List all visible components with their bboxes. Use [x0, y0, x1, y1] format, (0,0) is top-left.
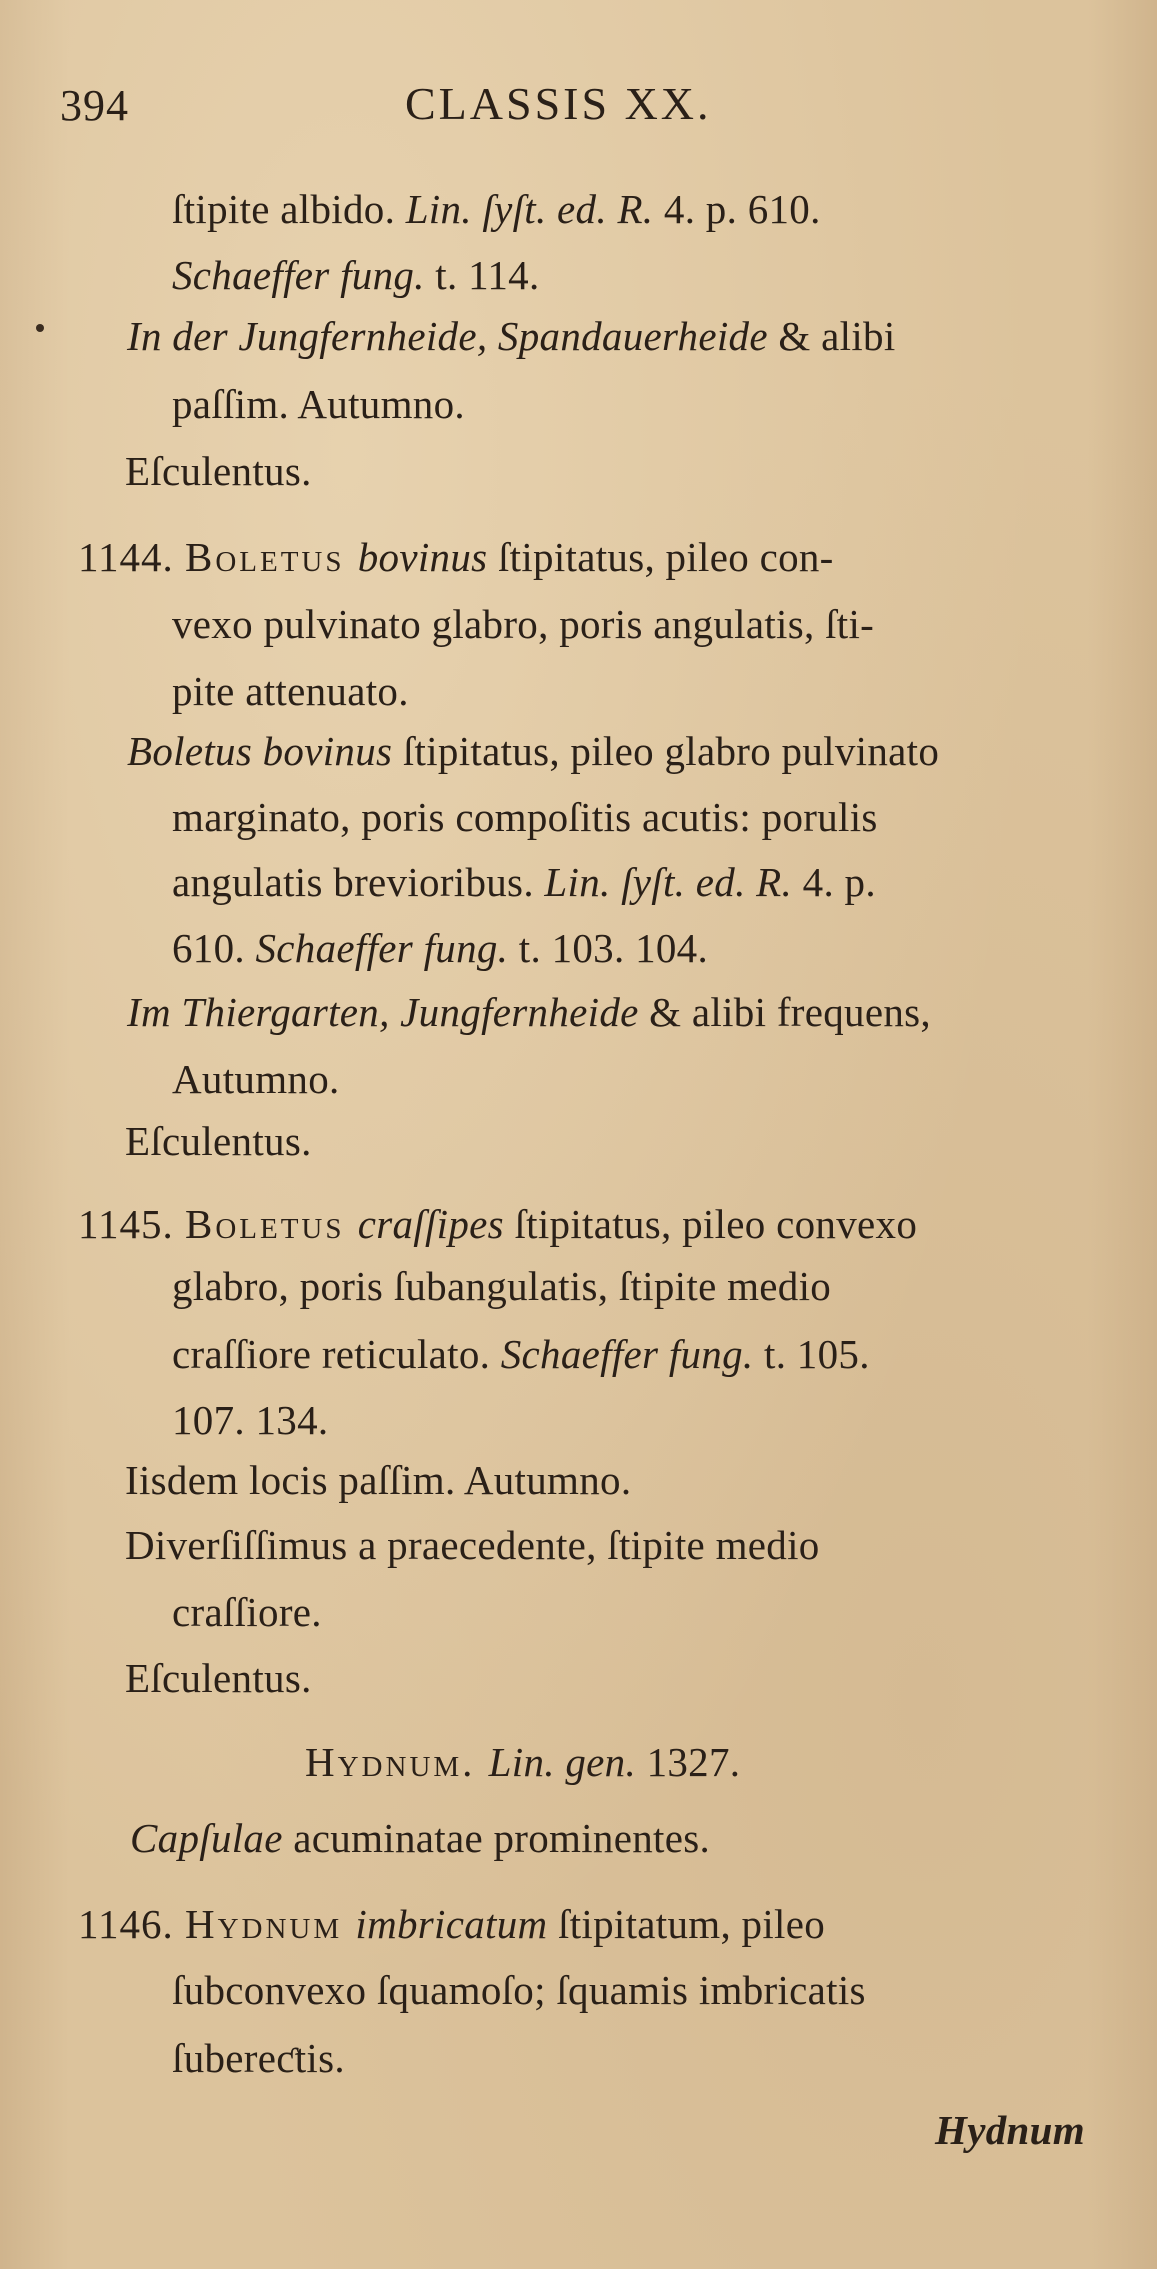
line-1143-stipe — [172, 185, 821, 233]
text-segment: Schaeffer fung. — [500, 1331, 754, 1377]
text-segment: 107. 134. — [172, 1397, 329, 1443]
text-segment: t. 114. — [424, 252, 540, 298]
text-segment: craſſipes — [357, 1201, 504, 1247]
line-1145-note-1 — [125, 1521, 820, 1569]
line-1143-season — [172, 380, 465, 428]
text-segment: Boletus — [184, 534, 358, 580]
text-segment: Eſculentus. — [125, 448, 312, 494]
line-1145-note-2 — [172, 1588, 322, 1636]
text-segment: 1145. — [78, 1201, 185, 1247]
text-segment: vexo pulvinato glabro, poris angulatis, ſti- — [172, 601, 875, 647]
text-segment: Diverſiſſimus a praecedente, ſtipite medio — [125, 1522, 820, 1568]
text-segment: ſtipite albido. — [172, 186, 406, 232]
text-segment: Schaeffer fung. — [172, 252, 425, 298]
line-1145-desc-3 — [172, 1330, 870, 1378]
line-1144-syn-3 — [172, 858, 876, 906]
margin-mark — [36, 324, 44, 332]
text-segment: 1144. — [78, 534, 185, 580]
text-segment: 1146. — [78, 1901, 185, 1947]
text-segment: Hydnum — [184, 1901, 356, 1947]
line-1145-use — [125, 1654, 312, 1702]
line-1144-syn-1 — [127, 727, 939, 775]
line-1146-desc-3 — [172, 2034, 345, 2082]
text-segment: & alibi frequens, — [638, 989, 931, 1035]
line-1145-desc-4 — [172, 1396, 328, 1444]
line-1145-entry — [78, 1200, 917, 1248]
text-segment: glabro, poris ſubangulatis, ſtipite medio — [172, 1263, 832, 1309]
text-segment: angulatis brevioribus. — [172, 859, 545, 905]
line-1144-syn-4 — [172, 924, 708, 972]
text-segment: marginato, poris compoſitis acutis: porulis — [172, 794, 878, 840]
line-1145-locality — [125, 1456, 631, 1504]
line-1144-use — [125, 1117, 312, 1165]
line-1146-desc-2 — [172, 1966, 866, 2014]
text-segment: 4. p. 610. — [653, 186, 821, 232]
line-genus-char — [130, 1814, 710, 1862]
text-segment: & alibi — [767, 313, 896, 359]
text-segment: 610. — [172, 925, 256, 971]
catchword: Hydnum — [935, 2107, 1085, 2153]
text-segment: ſubconvexo ſquamoſo; ſquamis imbricatis — [172, 1967, 866, 2013]
text-segment: acuminatae prominentes. — [282, 1815, 711, 1861]
line-1144-season — [172, 1055, 340, 1103]
text-segment: ſtipitatus, pileo con- — [487, 534, 834, 580]
text-segment: imbricatum — [355, 1901, 548, 1947]
line-genus-heading — [305, 1738, 740, 1786]
line-1144-locality — [127, 988, 931, 1036]
text-segment: Boletus bovinus — [127, 728, 393, 774]
text-segment: In der Jungfernheide, Spandauerheide — [127, 313, 768, 359]
text-segment: Capſulae — [130, 1815, 283, 1861]
line-1144-syn-2 — [172, 793, 878, 841]
text-segment: Schaeffer fung. — [255, 925, 509, 971]
text-segment: ſtipitatus, pileo convexo — [503, 1201, 918, 1247]
line-1144-entry — [78, 533, 834, 581]
text-segment: t. 103. 104. — [508, 925, 709, 971]
line-1143-locality — [127, 312, 896, 360]
line-1144-desc-2 — [172, 600, 874, 648]
text-segment: ſtipitatum, pileo — [547, 1901, 826, 1947]
text-segment: craſſiore. — [172, 1589, 322, 1635]
text-segment: Im Thiergarten, Jungfernheide — [127, 989, 639, 1035]
text-segment: 1327. — [636, 1739, 741, 1785]
text-segment: craſſiore reticulato. — [172, 1331, 501, 1377]
text-segment: Lin. ſyſt. ed. R. — [544, 859, 793, 905]
running-header: CLASSIS XX. — [405, 78, 712, 129]
line-1143-schaeffer — [172, 251, 540, 299]
text-segment: Eſculentus. — [125, 1118, 312, 1164]
text-segment: Lin. gen. — [488, 1739, 637, 1785]
text-segment: Hydnum. — [305, 1739, 489, 1785]
text-segment: Boletus — [184, 1201, 358, 1247]
line-1146-entry — [78, 1900, 825, 1948]
text-segment: paſſim. Autumno. — [172, 381, 465, 427]
text-segment: 4. p. — [792, 859, 876, 905]
text-segment: t. 105. — [753, 1331, 870, 1377]
line-1144-desc-3 — [172, 667, 409, 715]
text-segment: ſtipitatus, pileo glabro pulvinato — [392, 728, 940, 774]
page-number: 394 — [60, 81, 129, 130]
text-segment: Iisdem locis paſſim. Autumno. — [125, 1457, 632, 1503]
line-1145-desc-2 — [172, 1262, 831, 1310]
text-segment: pite attenuato. — [172, 668, 409, 714]
text-segment: ſubereƈtis. — [172, 2035, 345, 2081]
line-1143-use — [125, 447, 312, 495]
text-segment: Eſculentus. — [125, 1655, 312, 1701]
text-segment: Lin. ſyſt. ed. R. — [405, 186, 654, 232]
text-segment: bovinus — [357, 534, 488, 580]
text-segment: Autumno. — [172, 1056, 340, 1102]
